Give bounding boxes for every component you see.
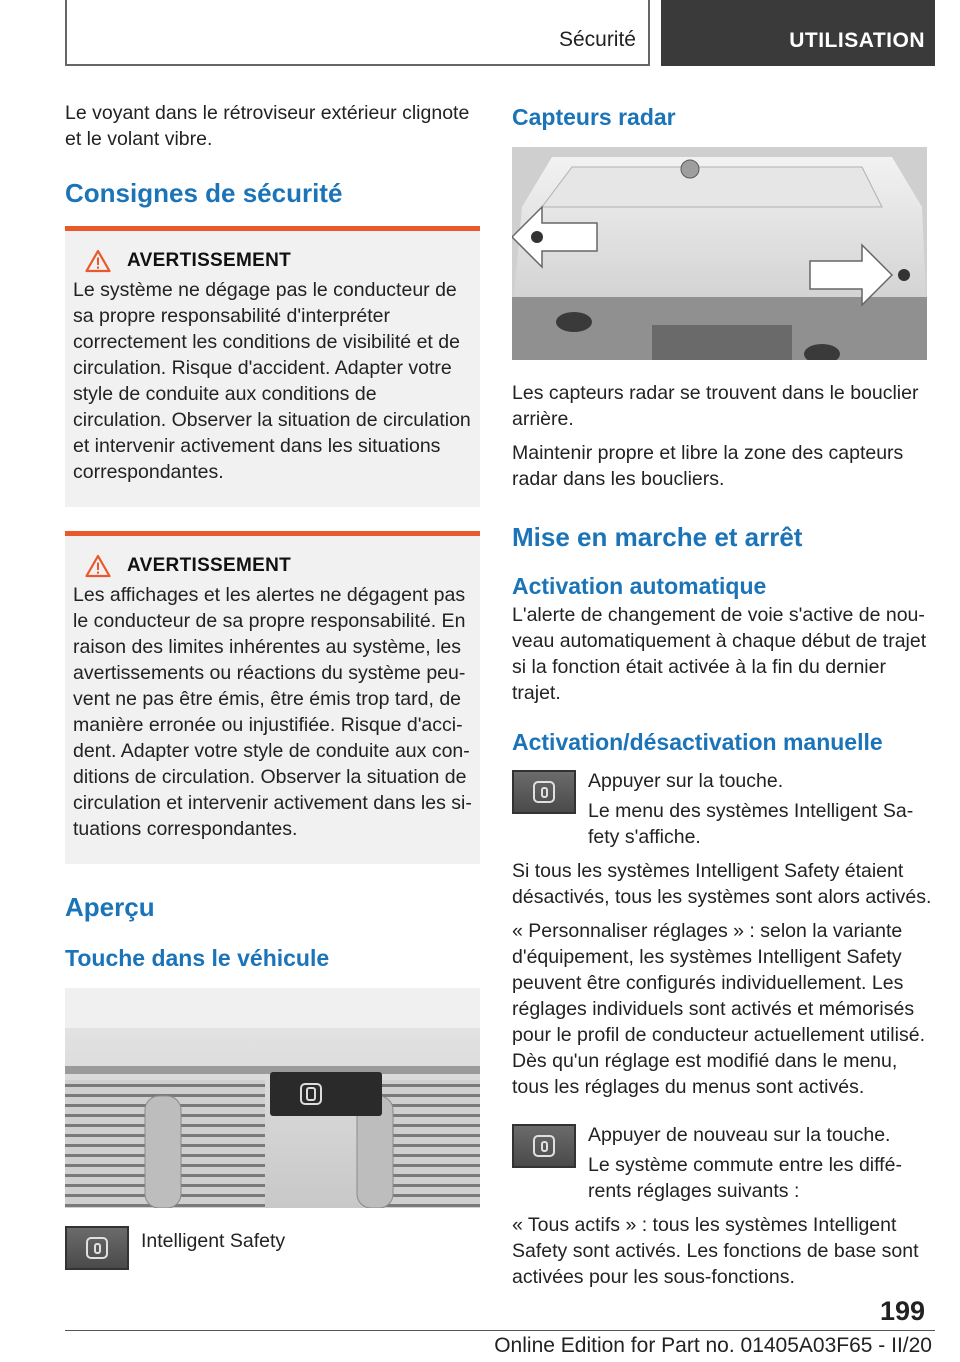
warning-triangle-icon [85,554,111,578]
heading-on-off: Mise en marche et arrêt [512,522,803,552]
page-header [65,0,935,66]
header-chapter-title: UTILISATION [789,29,925,52]
rear-bumper-photo [512,147,927,360]
again-line1: Appuyer de nouveau sur la touche. [588,1124,891,1146]
dashboard-illustration [65,988,480,1208]
manual-paragraph-1: Si tous les systèmes Intelligent Safety étaient désactivés, tous les systèmes sont alors activés. [512,860,932,908]
heading-overview: Aperçu [65,892,155,922]
manual-button-block [512,768,932,850]
left-column [65,100,480,1270]
heading-safety: Consignes de sécurité [65,178,343,208]
rear-bumper-illustration [512,147,927,360]
warning-text: Les affichages et les alertes ne dégagent pas le conducteur de sa propre responsabilité. En raison des limites inhérentes au système, les avertissements ou réactions du système peuvent ne pas être émis, être émis trop tard, de manière erronée ou injustifiée. Risque d'accident. Adapter votre style de conduite aux conditions de circulation. Observer la situation de circulation et intervenir activement dans les situations correspondantes. [73,584,472,840]
header-section-title: Sécurité [558,28,636,51]
radar-paragraph-2: Maintenir propre et libre la zone des capteurs radar dans les boucliers. [512,442,904,490]
warning-box-1 [65,226,480,507]
heading-manual-activation: Activation/désactivation manuelle [512,729,883,755]
heading-radar-sensors: Capteurs radar [512,104,676,130]
page-number: 199 [880,1296,926,1326]
dashboard-button-photo [65,988,480,1208]
warning-text: Le système ne dégage pas le conducteur de sa propre responsabilité d'interpréter correctement les conditions de visibilité et de circulation. Risque d'accident. Adapter votre style de conduite aux conditions de circulation. Observer la situation de circulation et intervenir activement dans les situations correspondantes. [73,279,471,483]
heading-button-in-vehicle: Touche dans le véhicule [65,945,330,971]
footer-divider [65,1330,935,1331]
manual-button-line2: Le menu des systèmes Intelligent Safety s'affiche. [588,800,914,848]
header-section-box [65,0,650,66]
header-chapter-box [661,0,935,66]
manual-button-line1: Appuyer sur la touche. [588,770,784,792]
warning-title: AVERTISSEMENT [127,555,292,576]
again-button-block [512,1122,932,1204]
right-column [512,100,932,1290]
radar-paragraph-1: Les capteurs radar se trouvent dans le bouclier arrière. [512,382,919,430]
footer-edition: Online Edition for Part no. 01405A03F65 - II/20 [494,1334,932,1357]
manual-paragraph-2: « Personnaliser réglages » : selon la variante d'équipement, les systèmes Intelligent Safety peuvent être configurés individuellement. Les réglages individuels sont activés et mémorisés pour le profil de conducteur actuellement utilisé. Dès qu'un réglage est modifié dans le menu, tous les réglages du menus sont activés. [512,920,925,1098]
warning-box-2 [65,531,480,864]
intelligent-safety-button-icon [65,1226,129,1270]
button-caption: Intelligent Safety [141,1230,286,1252]
heading-auto-activation: Activation automatique [512,573,767,599]
warning-triangle-icon [85,249,111,273]
warning-title: AVERTISSEMENT [127,250,292,271]
intro-paragraph: Le voyant dans le rétroviseur extérieur clignote et le volant vibre. [65,102,470,150]
auto-activation-paragraph: L'alerte de changement de voie s'active de nouveau automatiquement à chaque début de trajet si la fonction était activée à la fin du dernier trajet. [512,604,927,704]
all-active-paragraph: « Tous actifs » : tous les systèmes Intelligent Safety sont activés. Les fonctions de base sont activées pour les sous-fonctions. [512,1214,919,1288]
intelligent-safety-button-icon [512,770,576,814]
again-line2: Le système commute entre les différents réglages suivants : [588,1154,902,1202]
intelligent-safety-button-icon [512,1124,576,1168]
button-legend-row [65,1226,480,1270]
